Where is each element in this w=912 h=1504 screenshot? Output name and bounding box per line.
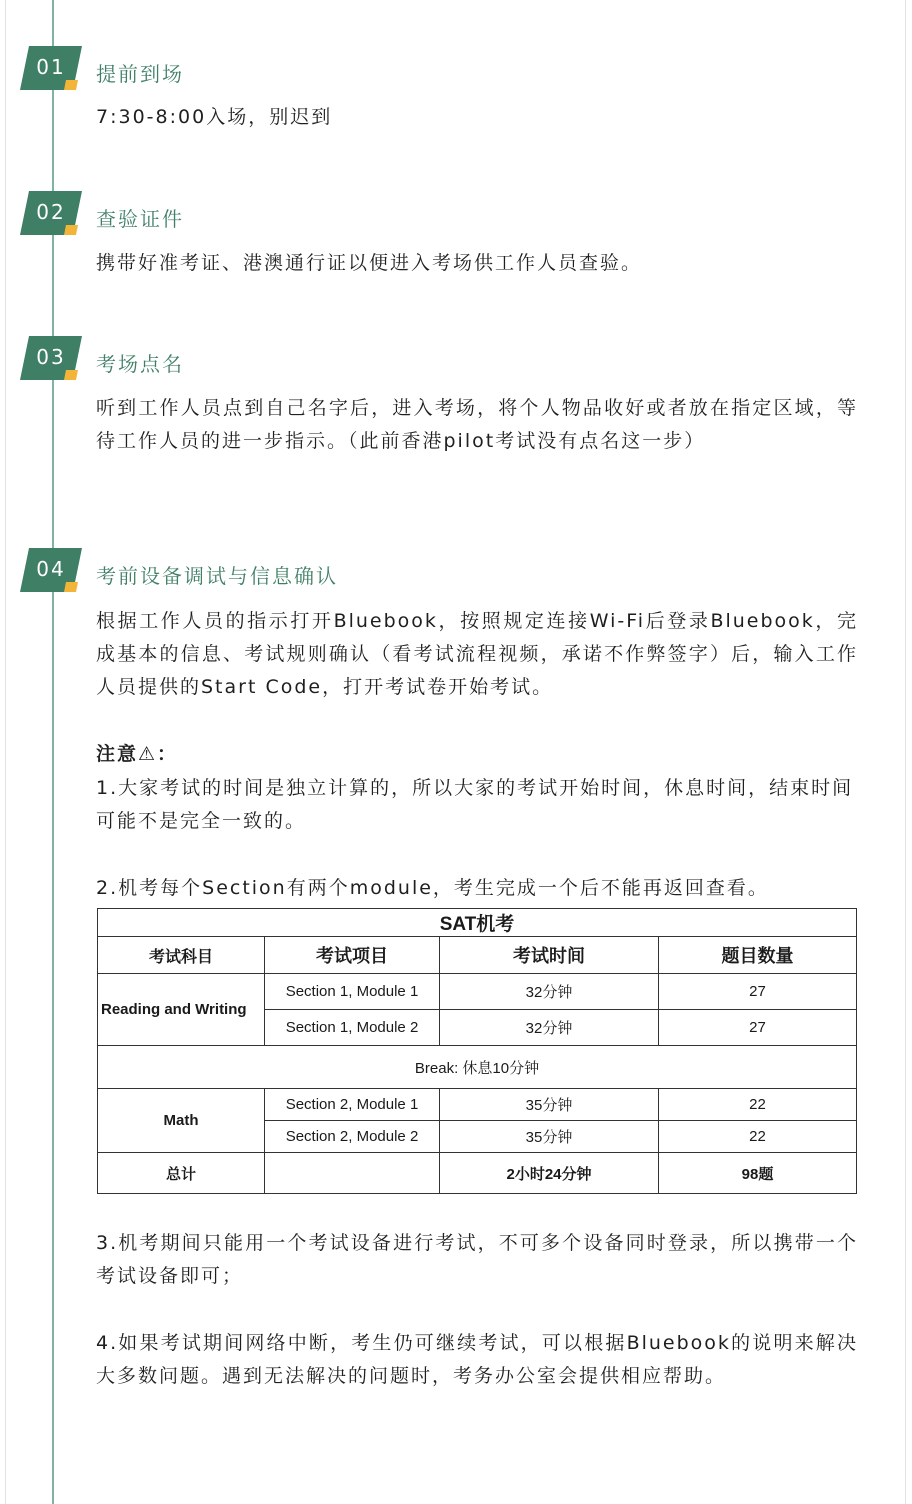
cell-count: 22 xyxy=(659,1089,857,1121)
step-number-badge xyxy=(20,336,82,380)
step-03-text: 听到工作人员点到自己名字后，进入考场，将个人物品收好或者放在指定区域，等待工作人员的进一步指示。（此前香港pilot考试没有点名这一步） xyxy=(96,397,858,452)
subject-reading-writing: Reading and Writing xyxy=(98,974,265,1046)
cell-item: Section 2, Module 1 xyxy=(265,1089,440,1121)
note-item-2: 2.机考每个Section有两个module，考生完成一个后不能再返回查看。 xyxy=(96,877,769,899)
step-title: 提前到场 xyxy=(96,62,184,86)
badge-corner-accent xyxy=(64,80,78,90)
cell-item: Section 1, Module 1 xyxy=(265,974,440,1010)
step-number: 01 xyxy=(36,55,66,79)
step-number-badge xyxy=(20,46,82,90)
cell-count: 27 xyxy=(659,974,857,1010)
step-title: 考前设备调试与信息确认 xyxy=(96,564,338,588)
step-number-badge xyxy=(20,548,82,592)
cell-time: 32分钟 xyxy=(440,1010,659,1046)
cell-item: Section 1, Module 2 xyxy=(265,1010,440,1046)
total-count: 98题 xyxy=(659,1153,857,1194)
cell-time: 35分钟 xyxy=(440,1121,659,1153)
total-item xyxy=(265,1153,440,1194)
badge-corner-accent xyxy=(64,225,78,235)
page-frame-right-border xyxy=(905,0,906,1504)
header-count: 题目数量 xyxy=(659,937,857,974)
note-item-4: 4.如果考试期间网络中断，考生仍可继续考试，可以根据Bluebook的说明来解决大多数问题。遇到无法解决的问题时，考务办公室会提供相应帮助。 xyxy=(96,1332,858,1387)
step-title: 查验证件 xyxy=(96,207,184,231)
page-frame-left-border xyxy=(5,0,6,1504)
note-item-1: 1.大家考试的时间是独立计算的，所以大家的考试开始时间，休息时间，结束时间可能不是完全一致的。 xyxy=(96,777,854,832)
step-04-text: 根据工作人员的指示打开Bluebook，按照规定连接Wi-Fi后登录Bluebook，完成基本的信息、考试规则确认（看考试流程视频，承诺不作弊签字）后，输入工作人员提供的Start Code，打开考试卷开始考试。 xyxy=(96,610,858,698)
step-number-badge xyxy=(20,191,82,235)
notes-title: 注意⚠： xyxy=(96,743,179,765)
step-number: 04 xyxy=(36,557,66,581)
step-01-text: 7:30-8:00入场，别迟到 xyxy=(96,106,333,128)
header-subject: 考试科目 xyxy=(98,937,265,974)
cell-count: 22 xyxy=(659,1121,857,1153)
step-title: 考场点名 xyxy=(96,352,184,376)
break-cell: Break: 休息10分钟 xyxy=(98,1046,857,1089)
step-02-text: 携带好准考证、港澳通行证以便进入考场供工作人员查验。 xyxy=(96,252,643,274)
note-item-3: 3.机考期间只能用一个考试设备进行考试，不可多个设备同时登录，所以携带一个考试设备即可； xyxy=(96,1232,858,1287)
table-caption: SAT机考 xyxy=(98,909,857,937)
badge-corner-accent xyxy=(64,370,78,380)
table-row-total xyxy=(98,1153,857,1194)
total-label: 总计 xyxy=(98,1153,265,1194)
step-number: 02 xyxy=(36,200,66,224)
cell-time: 35分钟 xyxy=(440,1089,659,1121)
step-number: 03 xyxy=(36,345,66,369)
header-time: 考试时间 xyxy=(440,937,659,974)
cell-item: Section 2, Module 2 xyxy=(265,1121,440,1153)
sat-schedule-table xyxy=(97,908,857,1194)
table-row xyxy=(98,1089,857,1121)
subject-math: Math xyxy=(98,1089,265,1153)
badge-corner-accent xyxy=(64,582,78,592)
header-item: 考试项目 xyxy=(265,937,440,974)
table-row xyxy=(98,974,857,1010)
cell-time: 32分钟 xyxy=(440,974,659,1010)
table-row-break xyxy=(98,1046,857,1089)
total-time: 2小时24分钟 xyxy=(440,1153,659,1194)
cell-count: 27 xyxy=(659,1010,857,1046)
